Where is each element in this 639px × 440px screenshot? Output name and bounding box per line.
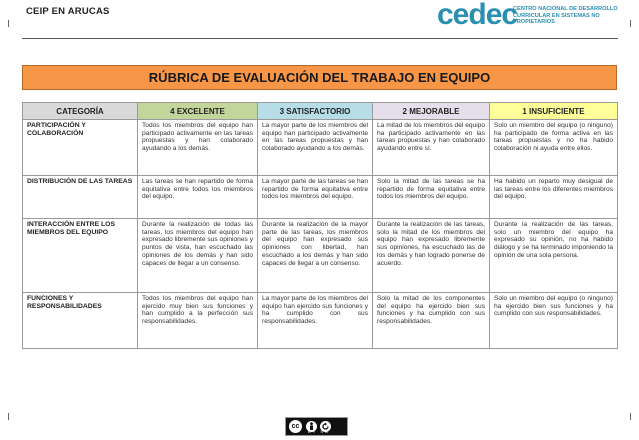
cell-mejorable: Solo la mitad de las tareas se ha repartido de forma equitativa entre todos los miembros del equipo. bbox=[373, 176, 490, 219]
school-name: CEIP EN ARUCAS bbox=[26, 6, 110, 17]
page-title: RÚBRICA DE EVALUACIÓN DEL TRABAJO EN EQUIPO bbox=[22, 65, 617, 90]
cell-insuficiente: Solo un miembro del equipo (o ninguno) ha participado de forma activa en las tareas propuestas y no ha habido colaboración ni ayuda entre ellos. bbox=[490, 120, 618, 176]
cell-insuficiente: Solo un miembro del equipo (o ninguno) ha ejercido bien sus funciones y ha cumplido con sus responsabilidades. bbox=[490, 293, 618, 349]
cell-mejorable: La mitad de los miembros del equipo ha participado activamente en las tareas propuestas y han colaborado ayudando entre sí. bbox=[373, 120, 490, 176]
page-corner-mark bbox=[8, 20, 9, 27]
header-categoria: CATEGORÍA bbox=[23, 103, 138, 120]
cell-excelente: Todos los miembros del equipo han participado activamente en las tareas propuestas y han colaborado ayudando a los demás. bbox=[138, 120, 258, 176]
page-corner-mark bbox=[8, 413, 9, 420]
cedec-logo bbox=[437, 2, 627, 34]
page-corner-mark bbox=[630, 413, 631, 420]
cc-icon: cc bbox=[288, 419, 303, 434]
rubric-table bbox=[22, 102, 618, 349]
cell-satisfactorio: La mayor parte de los miembros del equipo han participado activamente en las tareas propuestas y han colaborado ayudando a los demás. bbox=[258, 120, 373, 176]
cell-insuficiente: Ha habido un reparto muy desigual de las tareas entre los diferentes miembros del equipo. bbox=[490, 176, 618, 219]
cell-excelente: Las tareas se han repartido de forma equitativa entre todos los miembros del equipo. bbox=[138, 176, 258, 219]
cell-insuficiente: Durante la realización de las tareas, solo un miembro del equipo ha expresado su opinión, no ha habido diálogo y se ha terminado imponiendo la opinión de una sola persona. bbox=[490, 219, 618, 293]
cell-excelente: Todos los miembros del equipo han ejercido muy bien sus funciones y han cumplido a la perfección sus responsabilidades. bbox=[138, 293, 258, 349]
table-row bbox=[23, 120, 618, 176]
row-category: PARTICIPACIÓN Y COLABORACIÓN bbox=[23, 120, 138, 176]
cell-mejorable: Solo la mitad de los componentes del equipo ha ejercido bien sus funciones y ha cumplido con sus responsabilidades. bbox=[373, 293, 490, 349]
logo-subtitle: CENTRO NACIONAL DE DESARROLLO CURRICULAR EN SISTEMAS NO PROPIETARIOS bbox=[513, 6, 618, 26]
header-mejorable: 2 MEJORABLE bbox=[373, 103, 490, 120]
license-text: BY SA bbox=[308, 429, 330, 434]
header-excelente: 4 EXCELENTE bbox=[138, 103, 258, 120]
page-corner-mark bbox=[630, 20, 631, 27]
row-category: FUNCIONES Y RESPONSABILIDADES bbox=[23, 293, 138, 349]
table-row bbox=[23, 176, 618, 219]
row-category: INTERACCIÓN ENTRE LOS MIEMBROS DEL EQUIPO bbox=[23, 219, 138, 293]
table-header-row bbox=[23, 103, 618, 120]
cell-satisfactorio: La mayor parte de las tareas se han repartido de forma equitativa entre todos los miembros del equipo. bbox=[258, 176, 373, 219]
cell-mejorable: Durante la realización de las tareas, solo la mitad de los miembros del equipo han expresado libremente sus opiniones, ha escuchado las de los demás y han logrado ponerse de acuerdo. bbox=[373, 219, 490, 293]
table-row bbox=[23, 219, 618, 293]
cc-license-badge bbox=[285, 417, 348, 436]
row-category: DISTRIBUCIÓN DE LAS TAREAS bbox=[23, 176, 138, 219]
header-insuficiente: 1 INSUFICIENTE bbox=[490, 103, 618, 120]
header-satisfactorio: 3 SATISFACTORIO bbox=[258, 103, 373, 120]
cell-satisfactorio: La mayor parte de los miembros del equipo han ejercido sus funciones y ha cumplido con sus responsabilidades. bbox=[258, 293, 373, 349]
logo-wordmark: cedec bbox=[437, 0, 518, 31]
cell-excelente: Durante la realización de todas las tareas, los miembros del equipo han expresado libremente sus opiniones y puntos de vista, han escuchado las opiniones de los demás y han sido capaces de llegar a un consenso. bbox=[138, 219, 258, 293]
table-row bbox=[23, 293, 618, 349]
header-rule bbox=[22, 38, 618, 39]
cell-satisfactorio: Durante la realización de la mayor parte de las tareas, los miembros del equipo han expresado sus opiniones con libertad, han escuchado a los demás y han sido capaces de llegar a un consenso. bbox=[258, 219, 373, 293]
